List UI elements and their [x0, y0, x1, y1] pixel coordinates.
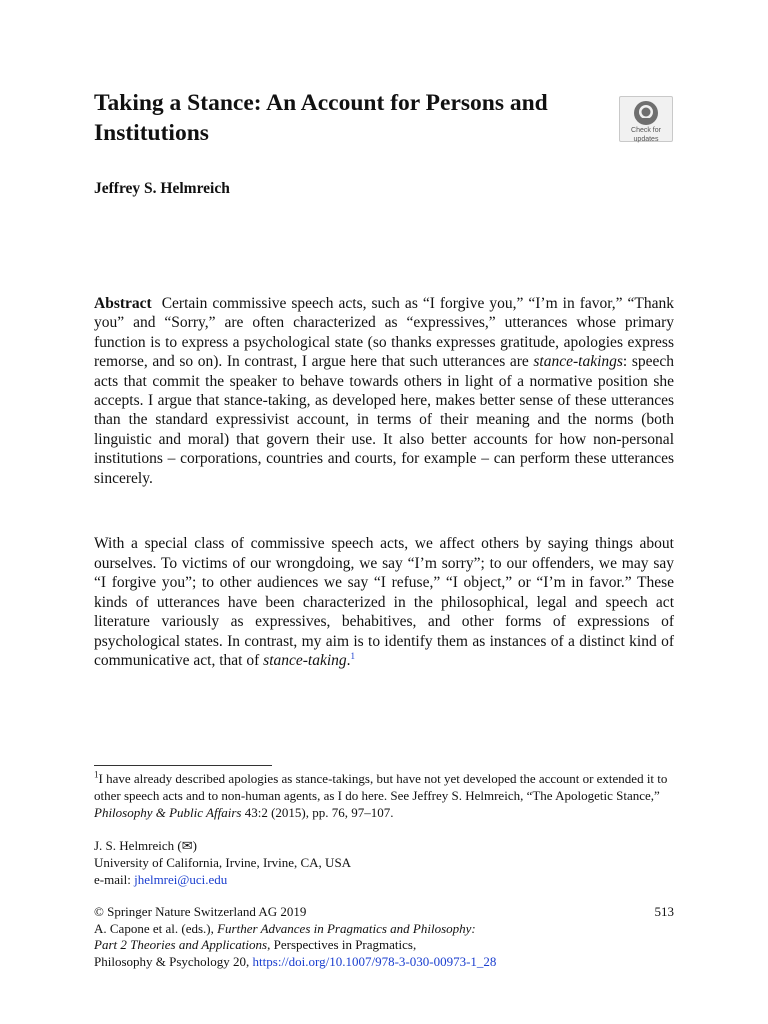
intro-text-part2: .: [346, 652, 351, 669]
book-title-line1: Further Advances in Pragmatics and Philosophy:: [217, 920, 476, 936]
abstract-emphasis: stance-takings: [533, 353, 623, 371]
check-for-updates-badge[interactable]: [619, 96, 673, 142]
paper-title: Taking a Stance: An Account for Persons and Institutions: [94, 90, 548, 146]
series-line: [94, 937, 674, 954]
author-affiliation: [94, 837, 594, 888]
series-text-part2: Philosophy & Psychology 20,: [94, 953, 253, 969]
email-link[interactable]: jhelmrei@uci.edu: [134, 872, 228, 887]
footnote-text-part2: 43:2 (2015), pp. 76, 97–107.: [241, 804, 394, 820]
badge-label-line1: Check for: [631, 127, 661, 134]
abstract-text-part2: : speech acts that commit the speaker to behave towards others in light of a normative position she accepts. I argue that stance-taking, as developed here, makes better sense of these utterances than the standard expressivist account, in terms of their meaning and the norms (both linguistic and moral) that govern their use. It also better accounts for how non-personal institutions – corporations, countries and courts, for example – can perform these utterances sincerely.: [94, 353, 674, 487]
abstract-text-part1: Certain commissive speech acts, such as “I forgive you,” “I’m in favor,” “Thank you” and “Sorry,” are often characterized as “expressives,” utterances whose primary function is to express a psychological state (so thanks expresses gratitude, apologies express remorse, and so on). In contrast, I argue here that such utterances are: [94, 295, 675, 371]
check-for-updates-icon: [633, 100, 659, 126]
intro-emphasis: stance-taking: [263, 652, 347, 669]
badge-label-line2: updates: [633, 135, 659, 143]
publication-info: [94, 904, 674, 970]
affiliation-email-line: [94, 871, 594, 888]
doi-link[interactable]: https://doi.org/10.1007/978-3-030-00973-1_28: [252, 953, 497, 969]
abstract-label: Abstract: [94, 295, 152, 312]
intro-text-part1: With a special class of commissive speech acts, we affect others by saying things about ourselves. To victims of our wrongdoing, we say “I’m sorry”; to our offenders, we may say “I forgive you”; to other audiences we say “I refuse,” “I object,” or “I’m in favor.” These kinds of utterances have been characterized in the philosophical, legal and speech act literature variously as expressives, behabitives, and other forms of expressions of psychological states. In contrast, my aim is to identify them as instances of a distinct kind of communicative act, that of: [94, 535, 674, 669]
editors-line: [94, 921, 674, 938]
doi-line: [94, 954, 674, 971]
series-text-part1: , Perspectives in Pragmatics,: [267, 937, 417, 952]
copyright-line: © Springer Nature Switzerland AG 2019: [94, 904, 307, 919]
footnote-text-part1: I have already described apologies as stance-takings, but have not yet developed the account or extended it to other speech acts and to non-human agents, as I do here. See Jeffrey S. Helmreich, “The Apologetic Stance,”: [94, 771, 668, 803]
affiliation-institution: University of California, Irvine, Irvine, CA, USA: [94, 855, 352, 870]
email-label: e-mail:: [94, 872, 135, 887]
editors-text: A. Capone et al. (eds.),: [94, 920, 218, 936]
intro-paragraph: [94, 534, 674, 671]
author-name: Jeffrey S. Helmreich: [94, 180, 230, 197]
affiliation-name: J. S. Helmreich (✉): [94, 838, 197, 853]
footnote: [94, 771, 674, 821]
footnote-divider: [94, 765, 272, 766]
footnote-journal: Philosophy & Public Affairs: [94, 804, 242, 820]
footnote-number: 1: [94, 769, 99, 780]
book-title-line2: Part 2 Theories and Applications: [94, 937, 268, 952]
footnote-reference[interactable]: 1: [350, 650, 356, 661]
abstract: [94, 294, 674, 488]
page-number: 513: [654, 904, 674, 919]
